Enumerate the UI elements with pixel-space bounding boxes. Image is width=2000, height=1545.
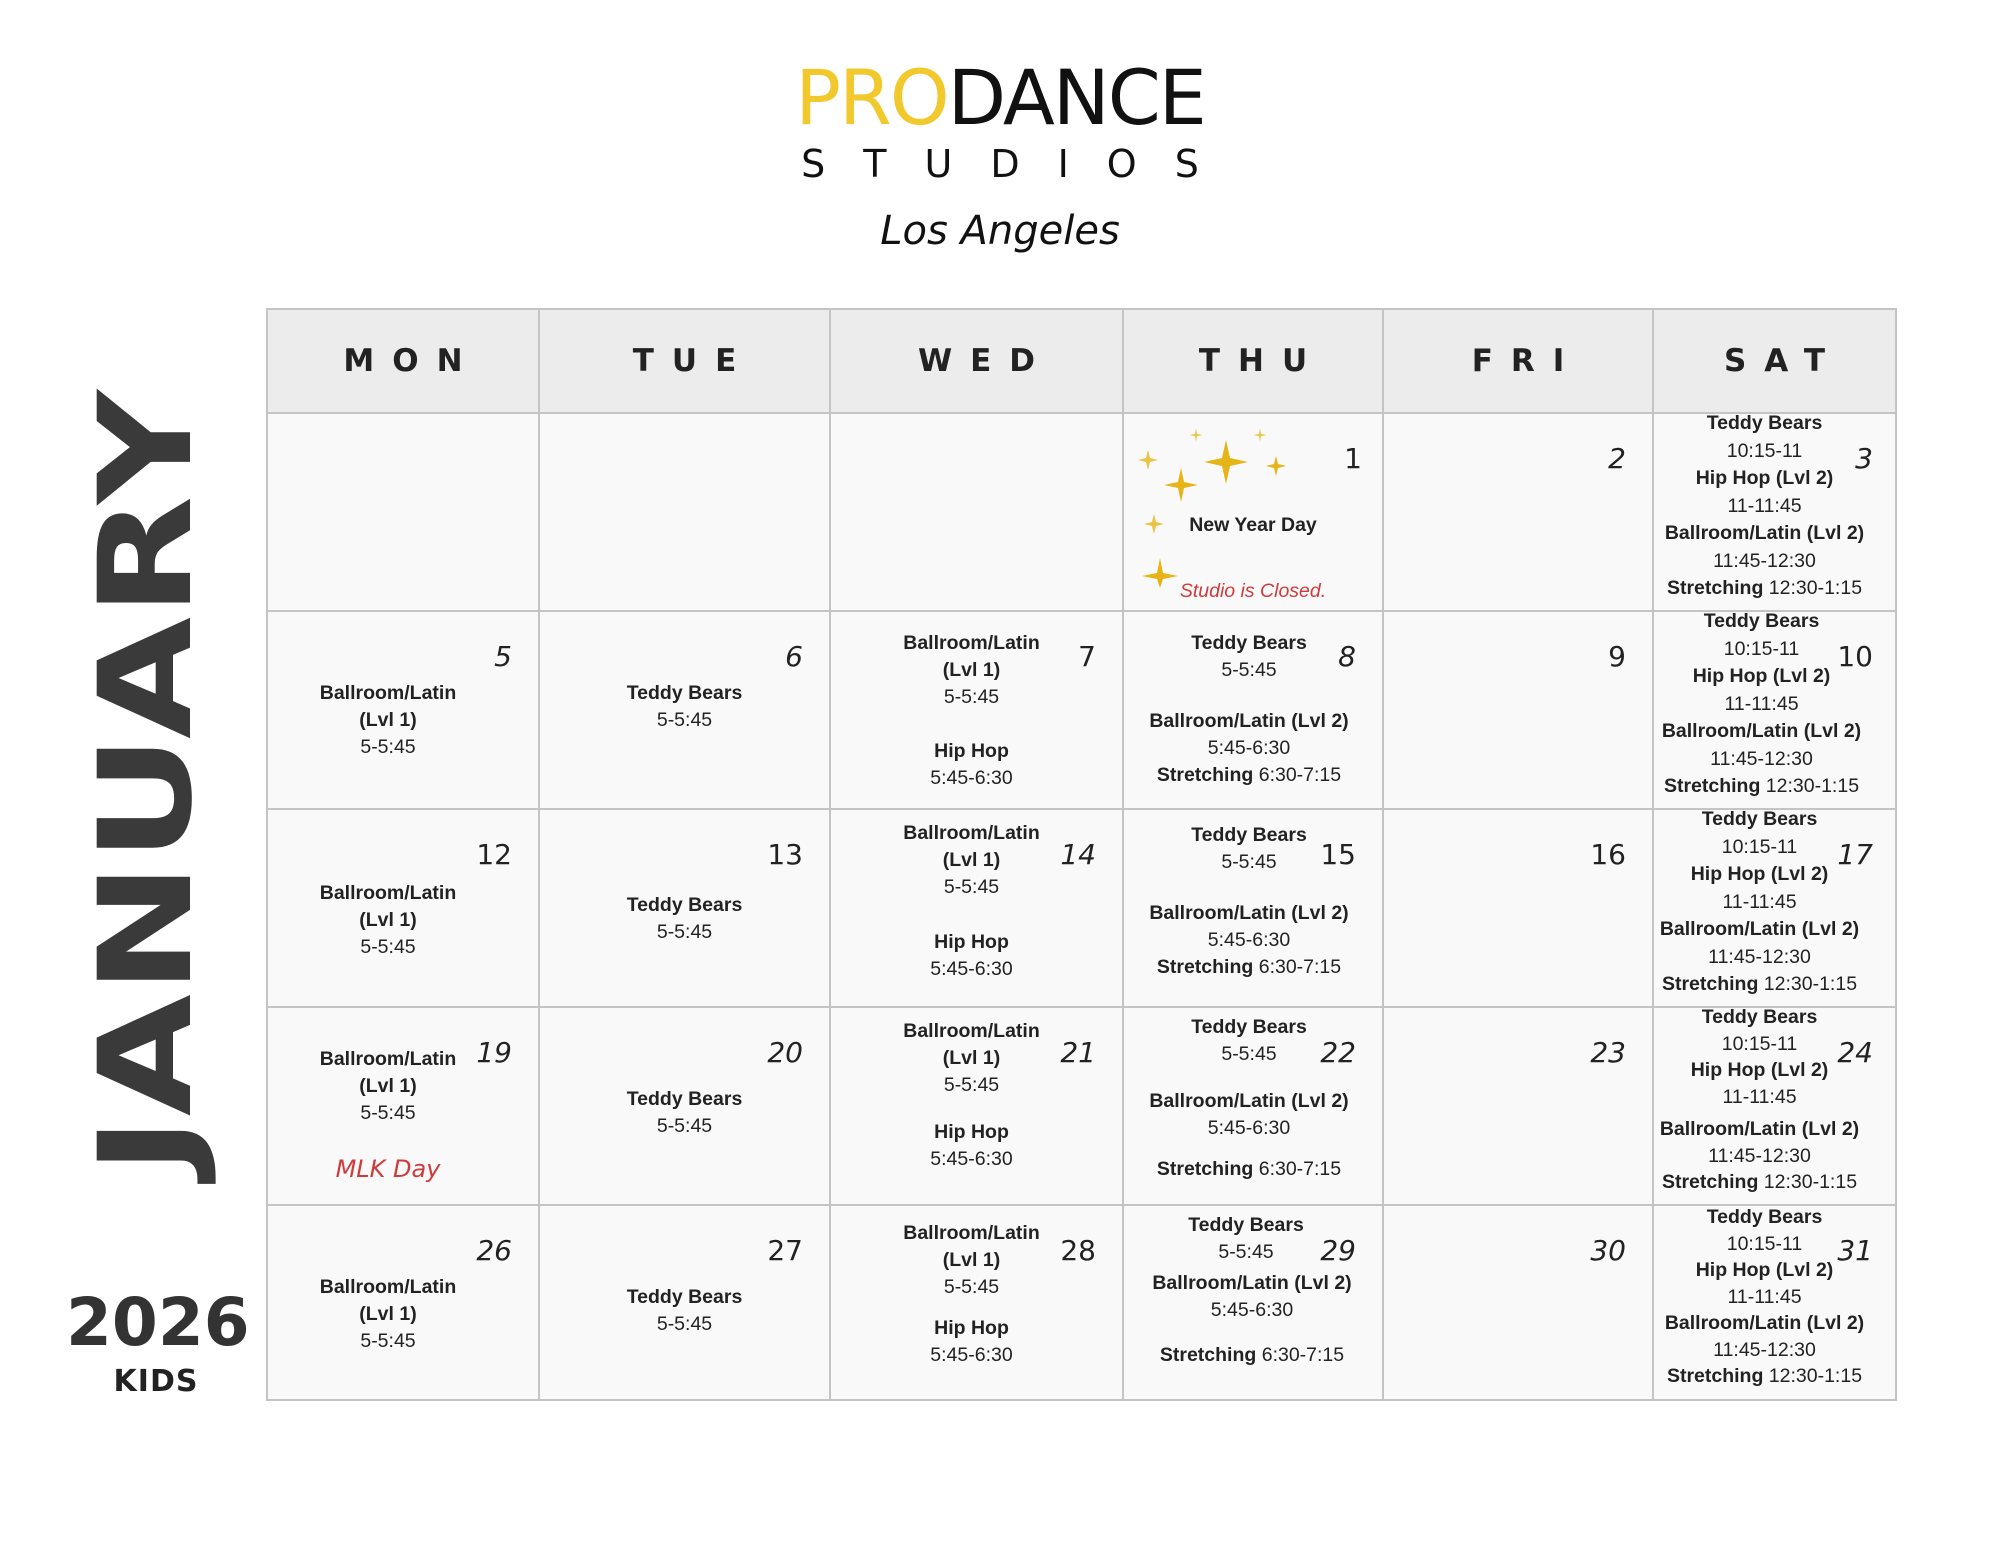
day-cell [540, 612, 831, 810]
class-name: Ballroom/Latin [319, 1048, 457, 1070]
day-number: 5 [494, 640, 512, 673]
class-time: 6:30-7:15 [1258, 764, 1342, 786]
class-name: Ballroom/Latin (Lvl 2) [1664, 1312, 1865, 1334]
class-name: Ballroom/Latin [903, 1020, 1040, 1042]
class-list [821, 820, 1122, 983]
class-name: Hip Hop (Lvl 2) [1692, 665, 1831, 687]
brand-wordmark [0, 53, 2000, 142]
class-time: 5-5:45 [1218, 1241, 1274, 1263]
class-name: Hip Hop [934, 740, 1009, 762]
class-name: Ballroom/Latin [319, 682, 457, 704]
day-cell [1384, 810, 1654, 1008]
class-name: Teddy Bears [1701, 1006, 1818, 1028]
day-cell [1654, 612, 1895, 810]
header-mon: MON [268, 310, 540, 414]
day-number: 1 [1344, 442, 1362, 475]
day-cell [1654, 1008, 1895, 1206]
class-time: 12:30-1:15 [1768, 577, 1863, 599]
day-cell [268, 810, 540, 1008]
class-name: Hip Hop [934, 1317, 1009, 1339]
day-number: 23 [1590, 1036, 1626, 1069]
class-time: 10:15-11 [1721, 835, 1798, 858]
day-number: 13 [767, 838, 803, 871]
class-name: Stretching [1156, 1158, 1254, 1180]
city-name: Los Angeles [880, 208, 1120, 254]
class-list [1110, 1212, 1382, 1369]
header-wed: WED [831, 310, 1124, 414]
class-time: 5:45-6:30 [930, 767, 1013, 789]
class-name: Stretching [1663, 775, 1761, 797]
class-time: 5-5:45 [1221, 659, 1277, 681]
class-time: 5-5:45 [1221, 851, 1277, 873]
brand-dance: DANCE [947, 53, 1205, 142]
class-level: (Lvl 1) [359, 1303, 417, 1325]
day-number: 21 [1060, 1036, 1096, 1069]
day-cell-empty [831, 414, 1124, 612]
class-name: Teddy Bears [1703, 610, 1820, 632]
day-number: 2 [1608, 442, 1626, 475]
class-time: 11:45-12:30 [1708, 945, 1811, 968]
header-thu: THU [1124, 310, 1384, 414]
calendar-grid [266, 308, 1897, 1401]
day-number: 15 [1320, 838, 1356, 871]
class-time: 10:15-11 [1723, 637, 1800, 660]
day-number: 31 [1837, 1234, 1873, 1267]
class-name: Ballroom/Latin (Lvl 2) [1664, 522, 1865, 544]
class-time: 5:45-6:30 [1210, 1299, 1294, 1321]
day-number: 10 [1837, 640, 1873, 673]
class-time: 5-5:45 [943, 686, 1000, 708]
class-time: 11:45-12:30 [1713, 549, 1816, 572]
day-number: 9 [1608, 640, 1626, 673]
closed-note: Studio is Closed. [1179, 580, 1327, 602]
class-list [238, 680, 538, 761]
day-cell-empty [268, 414, 540, 612]
day-cell [268, 612, 540, 810]
day-cell [540, 1008, 831, 1206]
class-name: Ballroom/Latin [319, 882, 457, 904]
class-list [238, 880, 538, 961]
day-cell [831, 1206, 1124, 1399]
brand-pro: PRO [795, 53, 948, 142]
day-cell [268, 1206, 540, 1399]
class-name: Teddy Bears [1188, 1214, 1304, 1236]
class-name: Hip Hop [934, 1121, 1009, 1143]
class-time: 11-11:45 [1722, 1085, 1797, 1108]
day-cell [1384, 414, 1654, 612]
day-cell [1124, 1008, 1384, 1206]
class-name: Ballroom/Latin [903, 822, 1040, 844]
day-number: 30 [1590, 1234, 1626, 1267]
class-time: 5-5:45 [656, 709, 713, 731]
class-name: Ballroom/Latin [319, 1276, 457, 1298]
class-name: Stretching [1159, 1344, 1257, 1366]
day-cell [1384, 1008, 1654, 1206]
class-name: Hip Hop (Lvl 2) [1690, 1059, 1829, 1081]
day-number: 26 [476, 1234, 512, 1267]
class-time: 5:45-6:30 [1207, 1117, 1291, 1139]
class-level: (Lvl 1) [359, 709, 417, 731]
day-number: 22 [1320, 1036, 1356, 1069]
day-cell [1124, 612, 1384, 810]
day-number: 3 [1855, 442, 1873, 475]
class-name: Teddy Bears [626, 1088, 743, 1110]
class-list [1116, 630, 1382, 789]
day-cell [540, 810, 831, 1008]
class-time: 6:30-7:15 [1258, 1158, 1342, 1180]
day-number: 29 [1320, 1234, 1356, 1267]
class-list [540, 1086, 829, 1140]
class-list [540, 680, 829, 734]
class-list [1624, 1004, 1895, 1196]
day-number: 17 [1837, 838, 1873, 871]
holiday-label: MLK Day [335, 1155, 441, 1183]
class-time: 10:15-11 [1721, 1032, 1798, 1055]
class-name: Teddy Bears [626, 682, 743, 704]
class-list [1628, 608, 1895, 801]
class-level: (Lvl 1) [359, 909, 417, 931]
header-fri: FRI [1384, 310, 1654, 414]
class-name: Teddy Bears [1706, 1206, 1823, 1228]
day-number: 7 [1078, 640, 1096, 673]
class-time: 11:45-12:30 [1708, 1144, 1811, 1167]
class-time: 5:45-6:30 [930, 958, 1013, 980]
day-number: 19 [476, 1036, 512, 1069]
day-cell [540, 1206, 831, 1399]
year-label: 2026 [66, 1284, 250, 1361]
month-title [72, 385, 221, 1175]
day-cell [1124, 810, 1384, 1008]
day-number: 24 [1837, 1036, 1873, 1069]
class-list [821, 1220, 1122, 1369]
class-time: 5-5:45 [360, 1330, 416, 1352]
class-time: 5-5:45 [943, 876, 1000, 898]
day-cell-empty [540, 414, 831, 612]
class-time: 5-5:45 [656, 1313, 713, 1335]
class-name: Ballroom/Latin (Lvl 2) [1149, 1090, 1349, 1112]
class-time: 5:45-6:30 [1207, 737, 1291, 759]
class-time: 5-5:45 [943, 1074, 1000, 1096]
day-number: 20 [767, 1036, 803, 1069]
class-name: Teddy Bears [626, 894, 743, 916]
class-name: Stretching [1156, 956, 1254, 978]
class-time: 5-5:45 [656, 921, 713, 943]
class-time: 6:30-7:15 [1258, 956, 1342, 978]
day-cell [1124, 1206, 1384, 1399]
class-list [1116, 822, 1382, 981]
class-name: Teddy Bears [1191, 1016, 1307, 1038]
day-cell [268, 1008, 540, 1206]
class-list [821, 1018, 1122, 1173]
class-time: 5:45-6:30 [930, 1148, 1013, 1170]
class-name: Teddy Bears [1191, 632, 1307, 654]
day-cell [1654, 414, 1895, 612]
class-name: Stretching [1156, 764, 1254, 786]
brand-studios: STUDIOS [801, 142, 1237, 186]
class-time: 12:30-1:15 [1765, 775, 1860, 797]
class-list [821, 630, 1122, 792]
day-cell [1654, 810, 1895, 1008]
class-time: 5-5:45 [943, 1276, 1000, 1298]
class-time: 5-5:45 [360, 736, 416, 758]
class-name: Teddy Bears [626, 1286, 743, 1308]
class-name: Ballroom/Latin (Lvl 2) [1152, 1272, 1352, 1294]
class-time: 12:30-1:15 [1763, 973, 1858, 995]
class-name: Hip Hop [934, 931, 1009, 953]
class-name: Ballroom/Latin (Lvl 2) [1659, 1118, 1860, 1140]
header-tue: TUE [540, 310, 831, 414]
class-name: Ballroom/Latin (Lvl 2) [1659, 918, 1860, 940]
class-level: (Lvl 1) [942, 659, 1001, 681]
class-list [238, 1046, 538, 1127]
class-level: (Lvl 1) [942, 1249, 1001, 1271]
class-name: Stretching [1661, 1171, 1759, 1193]
class-name: Ballroom/Latin (Lvl 2) [1661, 720, 1862, 742]
class-name: Hip Hop (Lvl 2) [1695, 467, 1834, 489]
class-time: 5-5:45 [360, 936, 416, 958]
day-number: 6 [785, 640, 803, 673]
studio-logo [0, 53, 2000, 254]
class-list [1634, 1204, 1895, 1390]
class-list [1634, 410, 1895, 603]
class-time: 11-11:45 [1724, 692, 1799, 715]
class-time: 5-5:45 [360, 1102, 416, 1124]
day-cell [1654, 1206, 1895, 1399]
day-number: 27 [767, 1234, 803, 1267]
class-list [540, 1284, 829, 1338]
day-number: 28 [1060, 1234, 1096, 1267]
class-name: Stretching [1666, 577, 1764, 599]
class-time: 11:45-12:30 [1713, 1338, 1816, 1361]
day-cell [1124, 414, 1384, 612]
class-name: Hip Hop (Lvl 2) [1695, 1259, 1834, 1281]
class-time: 5-5:45 [1221, 1043, 1277, 1065]
class-name: Teddy Bears [1701, 808, 1818, 830]
holiday-name: New Year Day [1189, 514, 1317, 536]
class-time: 11-11:45 [1722, 890, 1797, 913]
day-number: 12 [476, 838, 512, 871]
class-list [1624, 806, 1895, 999]
audience-label: KIDS [113, 1364, 199, 1399]
day-cell [1384, 1206, 1654, 1399]
class-time: 11:45-12:30 [1710, 747, 1813, 770]
class-name: Teddy Bears [1706, 412, 1823, 434]
class-name: Ballroom/Latin (Lvl 2) [1149, 902, 1349, 924]
class-time: 5:45-6:30 [1207, 929, 1291, 951]
month-text: JANUARY [72, 537, 221, 1175]
day-number: 8 [1338, 640, 1356, 673]
day-cell [831, 1008, 1124, 1206]
class-time: 10:15-11 [1726, 439, 1803, 462]
class-list [540, 892, 829, 946]
class-name: Stretching [1666, 1365, 1764, 1387]
class-name: Hip Hop (Lvl 2) [1690, 863, 1829, 885]
class-level: (Lvl 1) [942, 849, 1001, 871]
sparkle-stars-icon [1130, 418, 1330, 588]
class-time: 11-11:45 [1727, 494, 1802, 517]
class-name: Ballroom/Latin [903, 632, 1040, 654]
class-time: 12:30-1:15 [1763, 1171, 1858, 1193]
day-number: 16 [1590, 838, 1626, 871]
class-time: 12:30-1:15 [1768, 1365, 1863, 1387]
class-name: Ballroom/Latin [903, 1222, 1040, 1244]
class-level: (Lvl 1) [942, 1047, 1001, 1069]
day-cell [831, 612, 1124, 810]
class-name: Teddy Bears [1191, 824, 1307, 846]
class-time: 5:45-6:30 [930, 1344, 1013, 1366]
class-time: 10:15-11 [1726, 1232, 1803, 1255]
class-time: 5-5:45 [656, 1115, 713, 1137]
class-time: 6:30-7:15 [1261, 1344, 1345, 1366]
class-name: Stretching [1661, 973, 1759, 995]
class-time: 11-11:45 [1727, 1285, 1802, 1308]
day-cell [831, 810, 1124, 1008]
class-level: (Lvl 1) [359, 1075, 417, 1097]
class-name: Ballroom/Latin (Lvl 2) [1149, 710, 1349, 732]
day-number: 14 [1060, 838, 1096, 871]
class-list [238, 1274, 538, 1355]
header-sat: SAT [1654, 310, 1895, 414]
class-list [1116, 1014, 1382, 1183]
day-cell [1384, 612, 1654, 810]
